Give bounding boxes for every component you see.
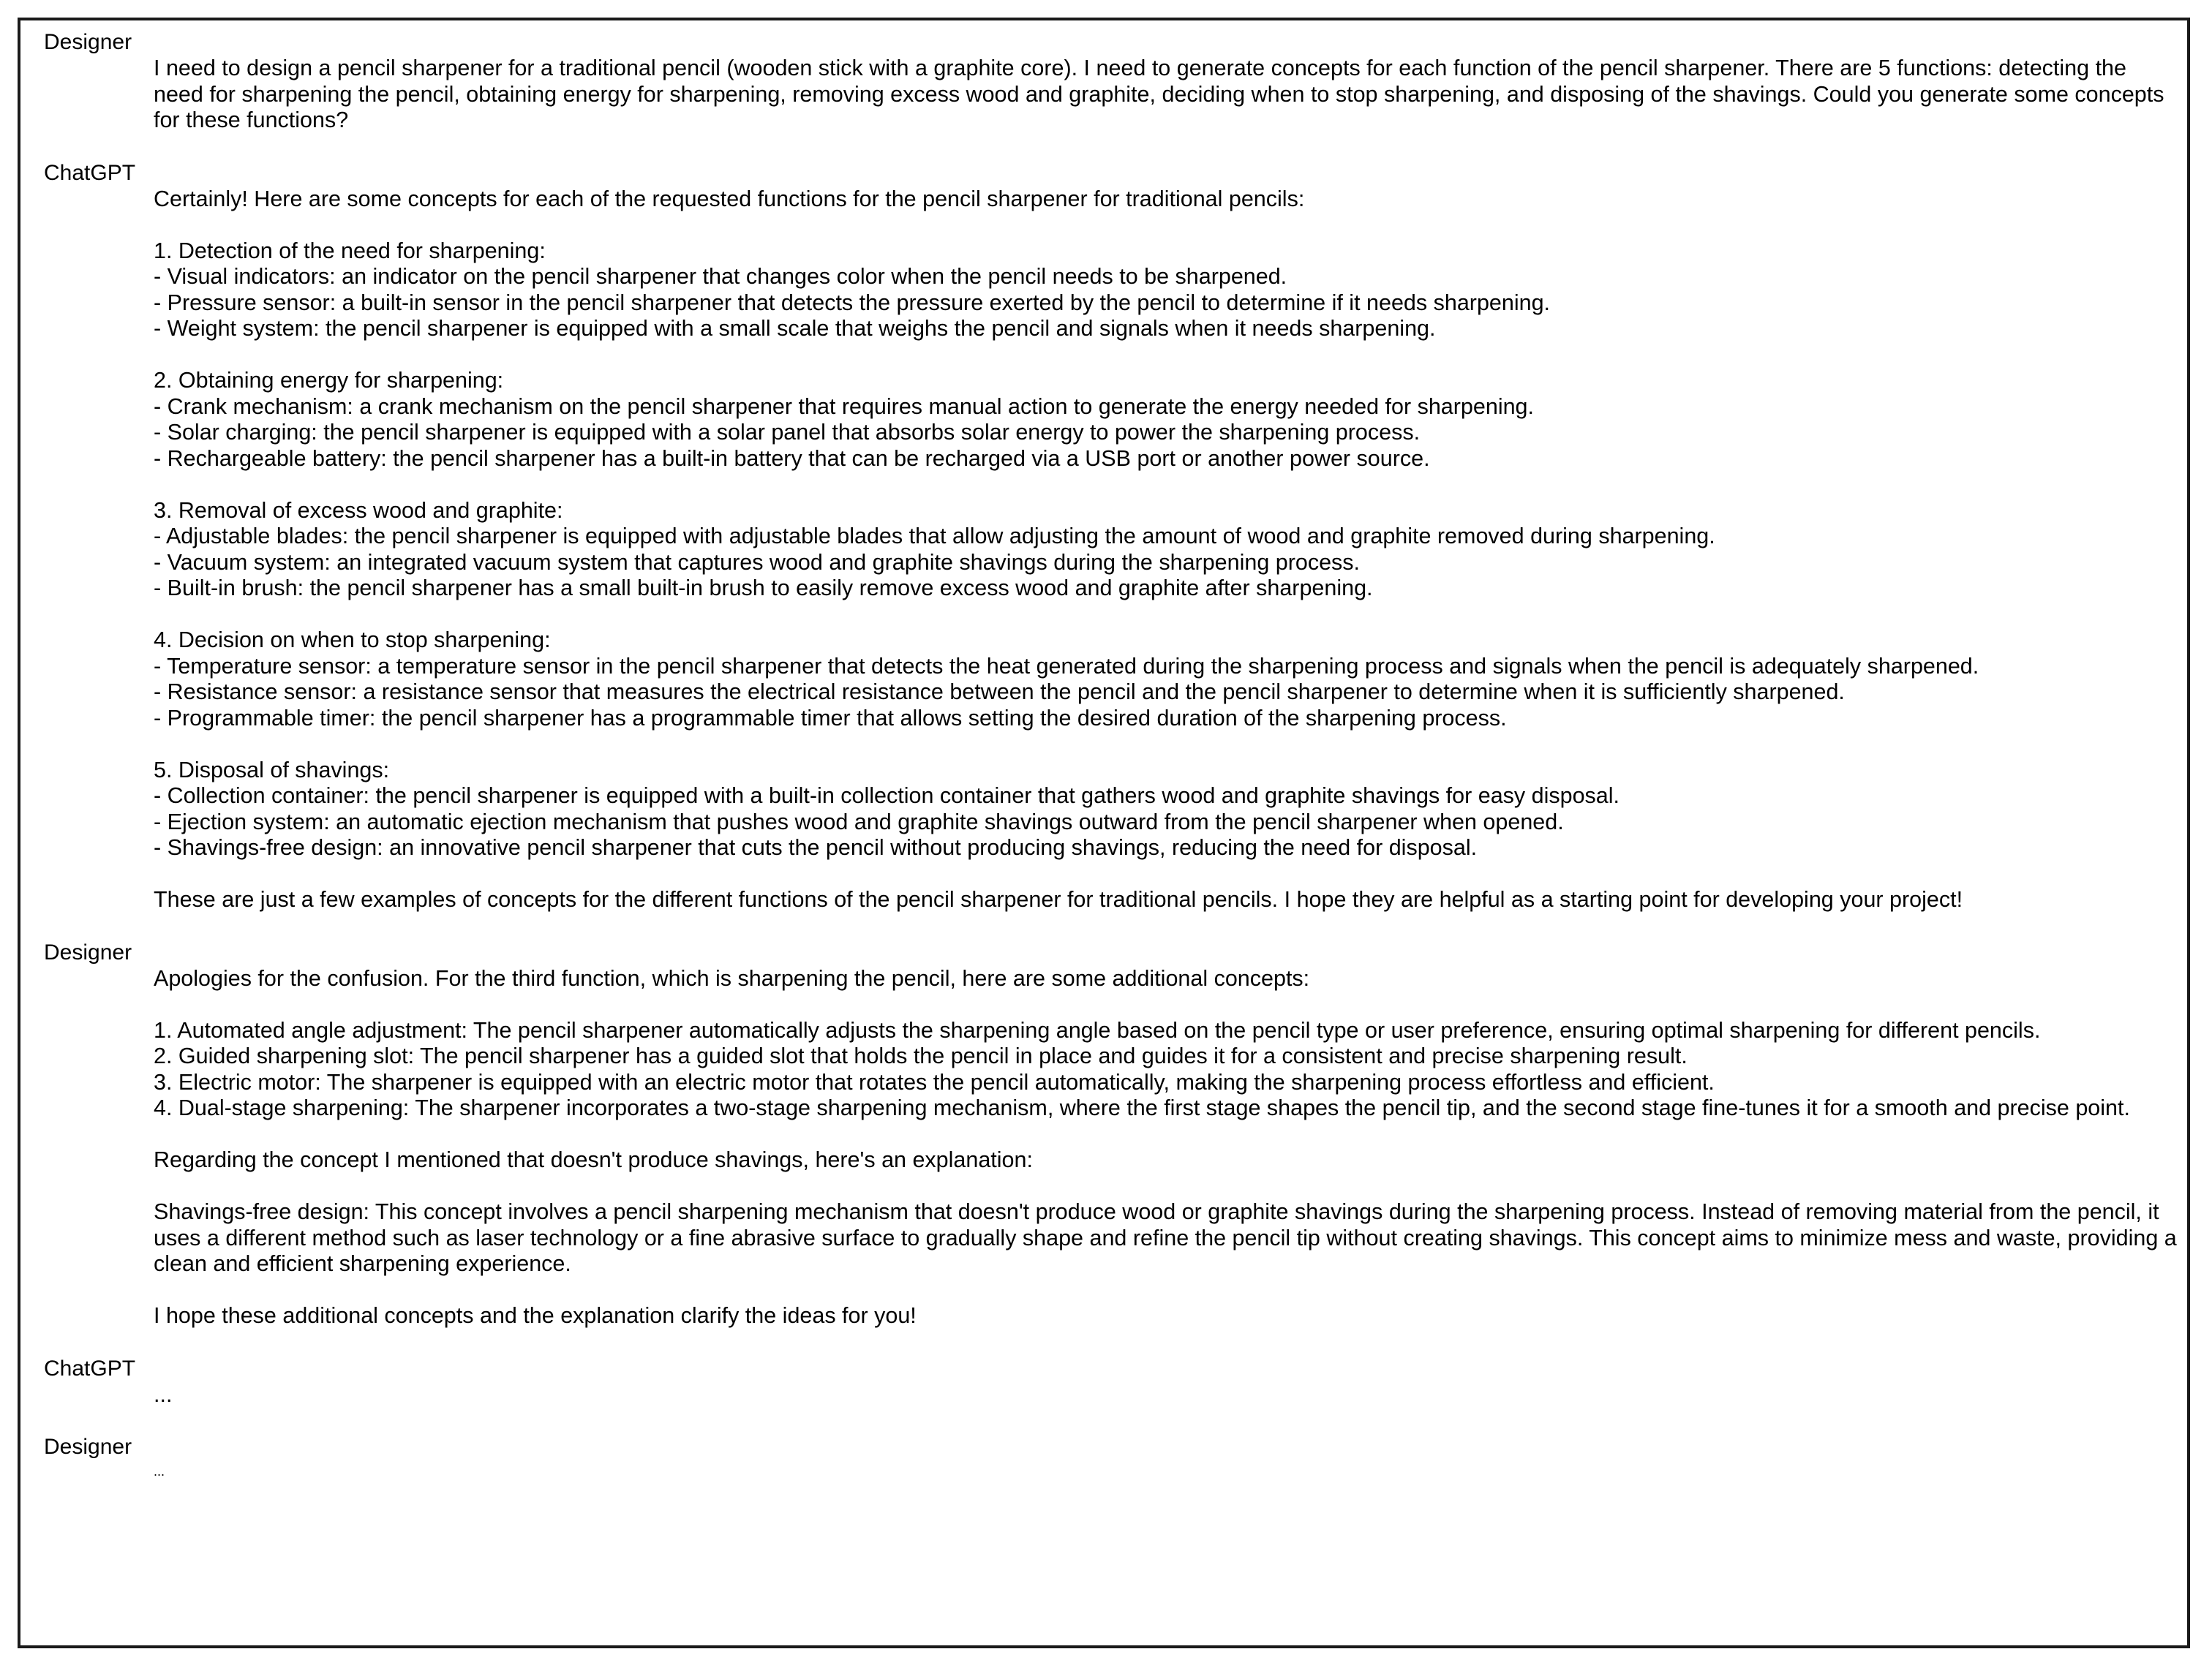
message-paragraph bbox=[154, 1147, 2180, 1174]
message-line: 1. Automated angle adjustment: The pencil sharpener automatically adjusts the sharpening angle based on the pencil type or user preference, ensuring optimal sharpening for different pencils. bbox=[154, 1017, 2041, 1043]
message-body bbox=[154, 1460, 2180, 1482]
message-line: - Vacuum system: an integrated vacuum system that captures wood and graphite shavings during the sharpening process. bbox=[154, 549, 1361, 575]
message-line: Certainly! Here are some concepts for each of the requested functions for the pencil sharpener for traditional pencils: bbox=[154, 186, 1305, 211]
message-line: 3. Electric motor: The sharpener is equipped with an electric motor that rotates the pencil automatically, making the sharpening process effortless and efficient. bbox=[154, 1069, 1715, 1095]
speaker-label: Designer bbox=[44, 1435, 132, 1459]
message-line: These are just a few examples of concepts for the different functions of the pencil sharpener for traditional pencils. I hope they are helpful as a starting point for developing your project! bbox=[154, 887, 1963, 912]
message-paragraph bbox=[154, 1018, 2180, 1122]
message-line: 4. Dual-stage sharpening: The sharpener incorporates a two-stage sharpening mechanism, where the first stage shapes the pencil tip, and the second stage fine-tunes it for a smooth and precise point. bbox=[154, 1095, 2130, 1120]
conversation-transcript bbox=[44, 29, 2180, 1482]
message-line: - Adjustable blades: the pencil sharpener is equipped with adjustable blades that allow adjusting the amount of wood and graphite removed during sharpening. bbox=[154, 524, 1715, 548]
message-line: - Programmable timer: the pencil sharpener has a programmable timer that allows setting the desired duration of the sharpening process. bbox=[154, 705, 1507, 731]
message-line: - Crank mechanism: a crank mechanism on the pencil sharpener that requires manual action to generate the energy needed for sharpening. bbox=[154, 393, 1534, 419]
message-line: - Temperature sensor: a temperature sensor in the pencil sharpener that detects the heat generated during the sharpening process and signals when the pencil is adequately sharpened. bbox=[154, 653, 1979, 679]
message-paragraph bbox=[154, 498, 2180, 602]
message-paragraph bbox=[154, 1460, 2180, 1482]
conversation-turn bbox=[44, 29, 2180, 134]
message-line: ... bbox=[154, 1464, 165, 1479]
message-line: 2. Obtaining energy for sharpening: bbox=[154, 368, 504, 393]
message-line: - Resistance sensor: a resistance sensor that measures the electrical resistance between the pencil and the pencil sharpener to determine when it is sufficiently sharpened. bbox=[154, 679, 1845, 704]
message-line: ... bbox=[154, 1381, 173, 1407]
message-line: - Ejection system: an automatic ejection mechanism that pushes wood and graphite shavings outward from the pencil sharpener when opened. bbox=[154, 809, 1564, 834]
message-body bbox=[154, 186, 2180, 913]
message-line: Shavings-free design: This concept involves a pencil sharpening mechanism that doesn't produce wood or graphite shavings during the sharpening process. Instead of removing material from the pencil, it uses a different method such as laser technology or a fine abrasive surface to gradually shape and refine the pencil tip without creating shavings. This concept aims to minimize mess and waste, providing a clean and efficient sharpening experience. bbox=[154, 1199, 2177, 1276]
message-body bbox=[154, 56, 2180, 134]
speaker-label: ChatGPT bbox=[44, 160, 136, 185]
message-line: 5. Disposal of shavings: bbox=[154, 757, 390, 782]
message-line: - Built-in brush: the pencil sharpener has a small built-in brush to easily remove excess wood and graphite after sharpening. bbox=[154, 576, 1373, 600]
message-body bbox=[154, 1382, 2180, 1408]
conversation-turn bbox=[44, 1434, 2180, 1482]
message-body bbox=[154, 966, 2180, 1329]
message-line: 4. Decision on when to stop sharpening: bbox=[154, 627, 551, 652]
message-line: - Weight system: the pencil sharpener is equipped with a small scale that weighs the pencil and signals when it needs sharpening. bbox=[154, 316, 1436, 341]
message-line: I need to design a pencil sharpener for a traditional pencil (wooden stick with a graphite core). I need to generate concepts for each function of the pencil sharpener. There are 5 functions: detecting the need for sharpening the pencil, obtaining energy for sharpening, removing excess wood and graphite, deciding when to stop sharpening, and disposing of the shavings. Could you generate some concepts for these functions? bbox=[154, 56, 2164, 132]
message-paragraph bbox=[154, 627, 2180, 731]
message-line: - Shavings-free design: an innovative pencil sharpener that cuts the pencil without producing shavings, reducing the need for disposal. bbox=[154, 835, 1478, 860]
conversation-turn bbox=[44, 160, 2180, 913]
message-line: Apologies for the confusion. For the third function, which is sharpening the pencil, here are some additional concepts: bbox=[154, 965, 1310, 991]
speaker-label: Designer bbox=[44, 30, 132, 54]
message-paragraph bbox=[154, 887, 2180, 913]
speaker-label: Designer bbox=[44, 940, 132, 965]
message-line: 3. Removal of excess wood and graphite: bbox=[154, 497, 563, 523]
message-line: Regarding the concept I mentioned that doesn't produce shavings, here's an explanation: bbox=[154, 1147, 1033, 1172]
message-paragraph bbox=[154, 186, 2180, 213]
message-paragraph bbox=[154, 758, 2180, 861]
message-line: - Pressure sensor: a built-in sensor in the pencil sharpener that detects the pressure exerted by the pencil to determine if it needs sharpening. bbox=[154, 290, 1551, 315]
message-line: I hope these additional concepts and the explanation clarify the ideas for you! bbox=[154, 1303, 917, 1328]
message-line: 2. Guided sharpening slot: The pencil sharpener has a guided slot that holds the pencil in place and guides it for a consistent and precise sharpening result. bbox=[154, 1044, 1688, 1068]
conversation-frame bbox=[18, 18, 2190, 1648]
message-line: - Visual indicators: an indicator on the pencil sharpener that changes color when the pencil needs to be sharpened. bbox=[154, 264, 1287, 289]
speaker-label: ChatGPT bbox=[44, 1356, 136, 1381]
message-line: - Collection container: the pencil sharpener is equipped with a built-in collection container that gathers wood and graphite shavings for easy disposal. bbox=[154, 783, 1620, 808]
message-paragraph bbox=[154, 1199, 2180, 1278]
message-line: 1. Detection of the need for sharpening: bbox=[154, 238, 546, 263]
message-paragraph bbox=[154, 56, 2180, 134]
message-paragraph bbox=[154, 966, 2180, 992]
message-line: - Solar charging: the pencil sharpener is equipped with a solar panel that absorbs solar energy to power the sharpening process. bbox=[154, 420, 1421, 445]
message-paragraph bbox=[154, 1303, 2180, 1329]
message-line: - Rechargeable battery: the pencil sharpener has a built-in battery that can be recharged via a USB port or another power source. bbox=[154, 445, 1430, 471]
conversation-turn bbox=[44, 940, 2180, 1329]
message-paragraph bbox=[154, 1382, 2180, 1408]
message-paragraph bbox=[154, 368, 2180, 472]
message-paragraph bbox=[154, 238, 2180, 342]
conversation-turn bbox=[44, 1356, 2180, 1408]
